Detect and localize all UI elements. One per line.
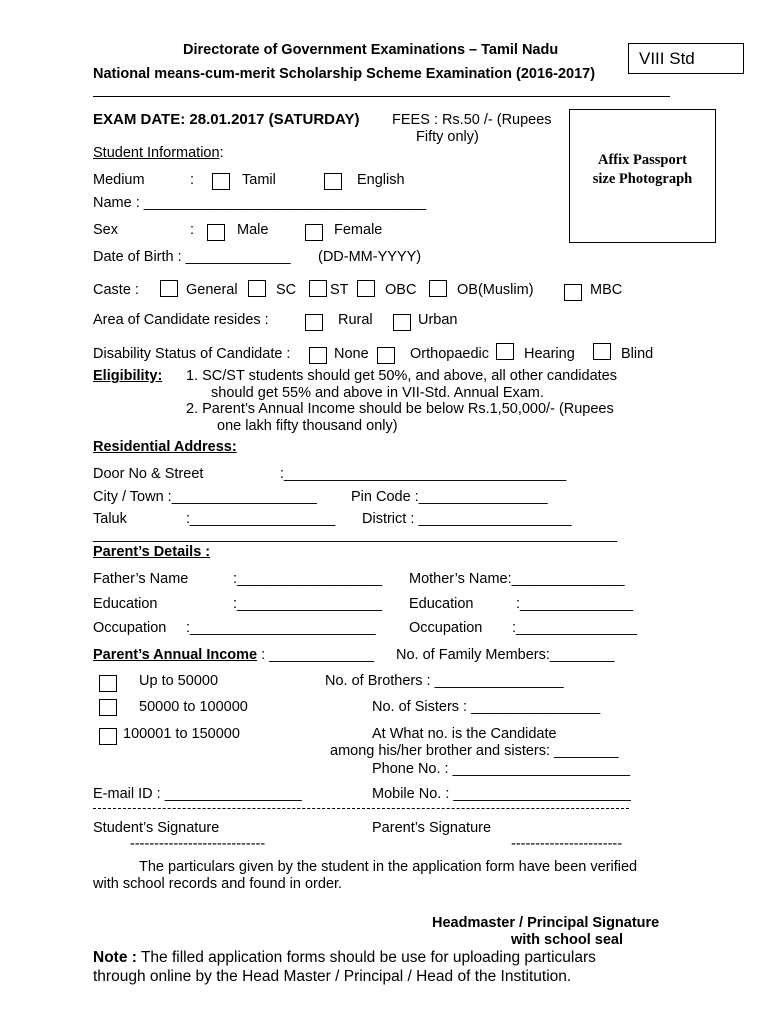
candidate-position-line1: At What no. is the Candidate <box>372 726 557 742</box>
photo-box-line2: size Photograph <box>592 171 693 187</box>
header-title-line2: National means-cum-merit Scholarship Scheme Examination (2016-2017) <box>93 66 596 82</box>
caste-ob-muslim-checkbox[interactable] <box>429 280 447 297</box>
candidate-position-field[interactable]: among his/her brother and sisters: ________ <box>330 743 619 759</box>
sisters-field[interactable]: No. of Sisters : ________________ <box>372 699 601 715</box>
medium-tamil-label: Tamil <box>242 172 276 188</box>
father-occupation-field[interactable]: :_______________________ <box>186 620 376 636</box>
std-badge-box <box>628 43 744 74</box>
headmaster-signature-line1: Headmaster / Principal Signature <box>432 915 660 931</box>
eligibility-rule2-line1: 2. Parent’s Annual Income should be below Rs.1,50,000/- (Rupees <box>186 401 614 417</box>
income-upto-50000-label: Up to 50000 <box>139 673 219 689</box>
disability-none-label: None <box>334 346 369 362</box>
caste-general-label: General <box>186 282 238 298</box>
mother-field[interactable]: Mother’s Name:______________ <box>409 571 625 587</box>
student-signature-line[interactable]: ---------------------------- <box>130 836 266 852</box>
medium-english-label: English <box>357 172 405 188</box>
dob-field[interactable]: Date of Birth : _____________ <box>93 249 291 265</box>
exam-fees-line1: FEES : Rs.50 /- (Rupees <box>392 112 552 128</box>
dob-format: (DD-MM-YYYY) <box>318 249 422 265</box>
student-info-heading-colon: : <box>219 145 224 161</box>
caste-general-checkbox[interactable] <box>160 280 178 297</box>
eligibility-rule1-line1: 1. SC/ST students should get 50%, and above, all other candidates <box>186 368 617 384</box>
verification-line1: The particulars given by the student in the application form have been verified <box>139 859 638 875</box>
sex-female-label: Female <box>334 222 383 238</box>
exam-fees-line2: Fifty only) <box>416 129 479 145</box>
mother-education-label: Education <box>409 596 474 612</box>
eligibility-rule1-line2: should get 55% and above in VII-Std. Annual Exam. <box>211 385 544 401</box>
father-education-label: Education <box>93 596 158 612</box>
eligibility-rule2-line2: one lakh fifty thousand only) <box>217 418 398 434</box>
income-row <box>93 647 374 664</box>
student-info-heading <box>93 145 224 162</box>
door-field[interactable]: :___________________________________ <box>280 466 567 482</box>
medium-tamil-checkbox[interactable] <box>212 173 230 190</box>
caste-mbc-label: MBC <box>590 282 623 298</box>
caste-st-checkbox[interactable] <box>309 280 327 297</box>
caste-sc-label: SC <box>276 282 297 298</box>
taluk-field[interactable]: :__________________ <box>186 511 336 527</box>
area-urban-label: Urban <box>418 312 458 328</box>
caste-obc-label: OBC <box>385 282 417 298</box>
sex-male-checkbox[interactable] <box>207 224 225 241</box>
taluk-label: Taluk <box>93 511 127 527</box>
income-field[interactable]: : _____________ <box>257 647 375 663</box>
note-line2: through online by the Head Master / Principal / Head of the Institution. <box>93 968 572 985</box>
area-rural-checkbox[interactable] <box>305 314 323 331</box>
disability-hearing-label: Hearing <box>524 346 575 362</box>
photo-box-line1: Affix Passport <box>597 152 687 168</box>
area-label: Area of Candidate resides : <box>93 312 269 328</box>
exam-date: EXAM DATE: 28.01.2017 (SATURDAY) <box>93 111 360 128</box>
caste-obc-checkbox[interactable] <box>357 280 375 297</box>
phone-field[interactable]: Phone No. : ______________________ <box>372 761 631 777</box>
student-info-heading-text: Student Information <box>93 145 220 161</box>
header-divider <box>93 96 670 97</box>
income-upto-50000-checkbox[interactable] <box>99 675 117 692</box>
disability-ortho-label: Orthopaedic <box>410 346 489 362</box>
mobile-field[interactable]: Mobile No. : ______________________ <box>372 786 631 802</box>
address-separator: _________________________________________________________________ <box>93 527 618 543</box>
mother-occupation-field[interactable]: :_______________ <box>512 620 637 636</box>
door-label: Door No & Street <box>93 466 204 482</box>
sex-label: Sex <box>93 222 118 238</box>
disability-none-checkbox[interactable] <box>309 347 327 364</box>
family-members-field[interactable]: No. of Family Members:________ <box>396 647 615 663</box>
disability-hearing-checkbox[interactable] <box>496 343 514 360</box>
mother-education-field[interactable]: :______________ <box>516 596 633 612</box>
income-50000-100000-checkbox[interactable] <box>99 699 117 716</box>
sex-colon: : <box>190 222 195 238</box>
headmaster-signature-line2: with school seal <box>511 932 623 948</box>
disability-ortho-checkbox[interactable] <box>377 347 395 364</box>
medium-label: Medium <box>93 172 145 188</box>
note-line1 <box>93 948 596 967</box>
caste-label: Caste : <box>93 282 139 298</box>
student-signature-label: Student’s Signature <box>93 820 220 836</box>
income-50000-100000-label: 50000 to 100000 <box>139 699 248 715</box>
father-field[interactable]: :__________________ <box>233 571 383 587</box>
sex-female-checkbox[interactable] <box>305 224 323 241</box>
sex-male-label: Male <box>237 222 269 238</box>
eligibility-label: Eligibility: <box>93 368 163 384</box>
caste-mbc-checkbox[interactable] <box>564 284 582 301</box>
caste-sc-checkbox[interactable] <box>248 280 266 297</box>
email-field[interactable]: E-mail ID : _________________ <box>93 786 302 802</box>
photo-box[interactable] <box>569 109 716 243</box>
brothers-field[interactable]: No. of Brothers : ________________ <box>325 673 564 689</box>
income-heading: Parent’s Annual Income <box>93 647 258 663</box>
area-rural-label: Rural <box>338 312 373 328</box>
mother-occupation-label: Occupation <box>409 620 483 636</box>
pin-field[interactable]: Pin Code :________________ <box>351 489 548 505</box>
father-label: Father’s Name <box>93 571 189 587</box>
area-urban-checkbox[interactable] <box>393 314 411 331</box>
income-100001-150000-checkbox[interactable] <box>99 728 117 745</box>
name-field[interactable]: Name : ___________________________________ <box>93 195 427 211</box>
header-title-line1: Directorate of Government Examinations – Tamil Nadu <box>183 42 559 58</box>
parent-signature-line[interactable]: ----------------------- <box>511 836 623 852</box>
note-text1: The filled application forms should be use for uploading particulars <box>136 949 596 966</box>
medium-english-checkbox[interactable] <box>324 173 342 190</box>
disability-blind-checkbox[interactable] <box>593 343 611 360</box>
address-heading: Residential Address: <box>93 439 237 455</box>
district-field[interactable]: District : ___________________ <box>362 511 572 527</box>
verification-line2: with school records and found in order. <box>93 876 343 892</box>
disability-label: Disability Status of Candidate : <box>93 346 291 362</box>
father-occupation-label: Occupation <box>93 620 167 636</box>
caste-st-label: ST <box>330 282 349 298</box>
parents-heading: Parent’s Details : <box>93 544 211 560</box>
caste-ob-muslim-label: OB(Muslim) <box>457 282 534 298</box>
parent-signature-label: Parent’s Signature <box>372 820 492 836</box>
city-field[interactable]: City / Town :__________________ <box>93 489 317 505</box>
medium-colon: : <box>190 172 195 188</box>
std-badge: VIII Std <box>639 49 695 68</box>
note-label: Note : <box>93 949 137 966</box>
contact-divider <box>93 808 629 809</box>
disability-blind-label: Blind <box>621 346 654 362</box>
father-education-field[interactable]: :__________________ <box>233 596 383 612</box>
income-100001-150000-label: 100001 to 150000 <box>123 726 240 742</box>
